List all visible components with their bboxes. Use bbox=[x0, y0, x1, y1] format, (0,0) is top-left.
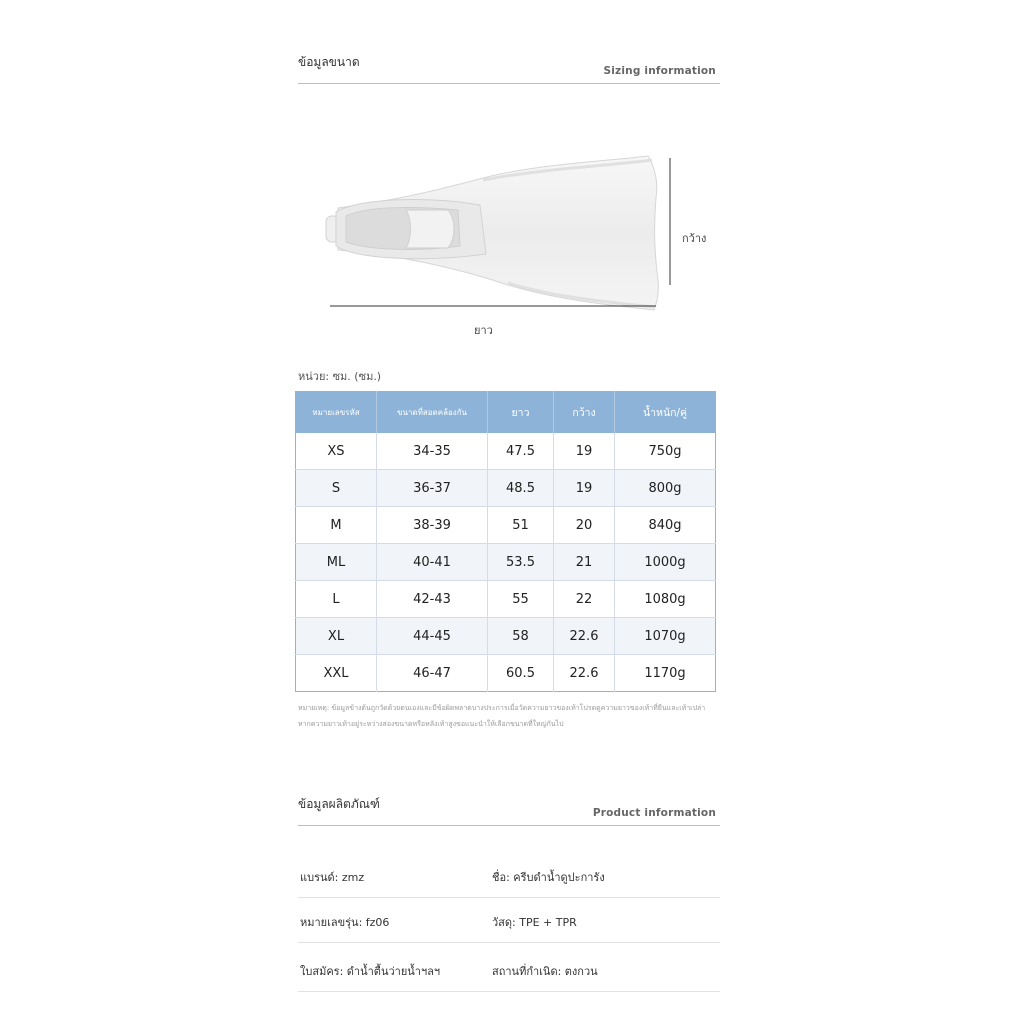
weight-cell: 1070g bbox=[615, 618, 716, 655]
length-cell: 60.5 bbox=[488, 655, 554, 692]
header-width: กว้าง bbox=[554, 392, 615, 434]
table-row bbox=[296, 470, 716, 507]
model-field: หมายเลขรุ่น: fz06 bbox=[300, 916, 390, 929]
product-title-th: ข้อมูลผลิตภัณฑ์ bbox=[298, 797, 380, 811]
sizing-title-en: Sizing information bbox=[603, 65, 716, 77]
length-cell: 47.5 bbox=[488, 433, 554, 470]
material-field: วัสดุ: TPE + TPR bbox=[492, 916, 577, 929]
brand-field: แบรนด์: zmz bbox=[300, 871, 365, 884]
width-cell: 22 bbox=[554, 581, 615, 618]
size-code-cell: L bbox=[296, 581, 377, 618]
table-row bbox=[296, 544, 716, 581]
sizing-header bbox=[298, 53, 720, 84]
table-row bbox=[296, 581, 716, 618]
size-code-cell: XS bbox=[296, 433, 377, 470]
product-title-en: Product information bbox=[592, 807, 716, 819]
product-info-row bbox=[298, 897, 720, 943]
shoe-size-cell: 34-35 bbox=[377, 433, 488, 470]
unit-note: หน่วย: ซม. (ซม.) bbox=[298, 370, 382, 383]
size-code-cell: ML bbox=[296, 544, 377, 581]
name-field: ชื่อ: ครีบดำน้ำดูปะการัง bbox=[492, 871, 605, 884]
weight-cell: 800g bbox=[615, 470, 716, 507]
length-cell: 53.5 bbox=[488, 544, 554, 581]
swim-fin-illustration bbox=[318, 150, 708, 320]
weight-cell: 1080g bbox=[615, 581, 716, 618]
weight-cell: 840g bbox=[615, 507, 716, 544]
width-dimension-label: กว้าง bbox=[682, 232, 707, 245]
footnote-line-1: หมายเหตุ: ข้อมูลข้างต้นถูกวัดด้วยตนเองและมีข้อผิดพลาดบางประการเมื่อวัดความยาวของเท้าโปรดดูความยาวของเท้าที่ยืนและเท้าเปล่า bbox=[298, 704, 706, 712]
length-cell: 48.5 bbox=[488, 470, 554, 507]
product-header bbox=[298, 795, 720, 826]
weight-cell: 1000g bbox=[615, 544, 716, 581]
shoe-size-cell: 36-37 bbox=[377, 470, 488, 507]
width-cell: 22.6 bbox=[554, 655, 615, 692]
table-row bbox=[296, 618, 716, 655]
table-header-row bbox=[296, 392, 716, 434]
width-cell: 19 bbox=[554, 470, 615, 507]
header-code: หมายเลขรหัส bbox=[296, 392, 377, 434]
table-row bbox=[296, 507, 716, 544]
shoe-size-cell: 46-47 bbox=[377, 655, 488, 692]
table-row bbox=[296, 433, 716, 470]
length-cell: 51 bbox=[488, 507, 554, 544]
sizing-title-th: ข้อมูลขนาด bbox=[298, 55, 360, 69]
size-code-cell: S bbox=[296, 470, 377, 507]
shoe-size-cell: 44-45 bbox=[377, 618, 488, 655]
weight-cell: 750g bbox=[648, 443, 682, 459]
header-shoe-size: ขนาดที่สอดคล้องกัน bbox=[377, 392, 488, 434]
origin-field: สถานที่กำเนิด: ตงกวน bbox=[492, 965, 598, 978]
shoe-size-cell: 40-41 bbox=[377, 544, 488, 581]
width-cell: 19 bbox=[554, 433, 615, 470]
footnote bbox=[298, 700, 723, 732]
length-cell: 55 bbox=[488, 581, 554, 618]
size-table bbox=[295, 391, 716, 692]
shoe-size-cell: 42-43 bbox=[377, 581, 488, 618]
product-info-row bbox=[298, 852, 720, 898]
shoe-size-cell: 38-39 bbox=[377, 507, 488, 544]
header-weight: น้ำหนัก/คู่ bbox=[615, 392, 716, 434]
width-cell: 22.6 bbox=[554, 618, 615, 655]
width-cell: 20 bbox=[554, 507, 615, 544]
weight-cell: 1170g bbox=[615, 655, 716, 692]
size-code-cell: M bbox=[296, 507, 377, 544]
product-info-row bbox=[298, 946, 720, 992]
size-code-cell: XXL bbox=[296, 655, 377, 692]
footnote-line-2: หากความยาวเท้าอยู่ระหว่างสองขนาดหรือหลังเท้าสูงขอแนะนำให้เลือกขนาดที่ใหญ่กันไป bbox=[298, 720, 564, 728]
size-code-cell: XL bbox=[296, 618, 377, 655]
table-row bbox=[296, 655, 716, 692]
width-cell: 21 bbox=[554, 544, 615, 581]
header-length: ยาว bbox=[488, 392, 554, 434]
length-dimension-label: ยาว bbox=[474, 324, 493, 337]
length-cell: 58 bbox=[488, 618, 554, 655]
application-field: ใบสมัคร: ดำน้ำตื้นว่ายน้ำฯลฯ bbox=[300, 965, 441, 978]
